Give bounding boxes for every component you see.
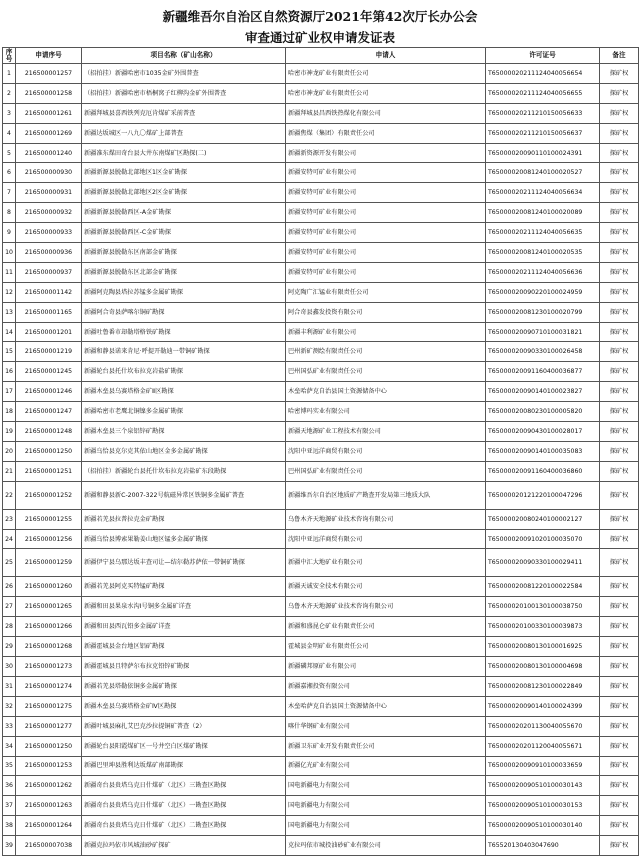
cell-license: T65000020201130040055670	[486, 716, 600, 736]
cell-seq: 39	[3, 836, 16, 856]
table-row	[3, 203, 639, 223]
table-row	[3, 163, 639, 183]
cell-note: 探矿权	[600, 736, 639, 756]
header-note: 备注	[600, 48, 639, 64]
cell-applicant: 巴州新矿测绘有限责任公司	[286, 342, 486, 362]
cell-note: 探矿权	[600, 123, 639, 143]
table-row	[3, 322, 639, 342]
cell-app-no: 216500007038	[16, 836, 82, 856]
cell-license: T65000020080130100004698	[486, 657, 600, 677]
cell-app-no: 216500001269	[16, 123, 82, 143]
cell-seq: 9	[3, 223, 16, 243]
cell-applicant: 新疆亿光矿业有限公司	[286, 756, 486, 776]
table-row	[3, 183, 639, 203]
table-row	[3, 796, 639, 816]
table-row	[3, 223, 639, 243]
cell-project: 新疆乌恰县克尔克其依山地区金多金属矿勘探	[82, 441, 286, 461]
cell-project: 新疆轮台县托什坎布拉克岩盐矿勘探	[82, 362, 286, 382]
cell-note: 探矿权	[600, 816, 639, 836]
cell-project: 新疆克拉玛依市风城油砂矿探矿	[82, 836, 286, 856]
cell-note: 探矿权	[600, 362, 639, 382]
cell-applicant: 新疆和盛昆仑矿业有限责任公司	[286, 617, 486, 637]
cell-applicant: 喀什华钢矿业有限公司	[286, 716, 486, 736]
cell-applicant: 新疆磷邦原矿业有限公司	[286, 657, 486, 677]
table-row	[3, 577, 639, 597]
cell-license: T65000020090330100026458	[486, 342, 600, 362]
cell-project: 新疆新源县脱勒北部地区1区金矿勘探	[82, 163, 286, 183]
cell-note: 探矿权	[600, 796, 639, 816]
cell-app-no: 216500001252	[16, 481, 82, 509]
cell-project: 新疆哈密市老鹰北铜镍多金属矿勘探	[82, 402, 286, 422]
cell-app-no: 216500001274	[16, 676, 82, 696]
cell-project: 新疆巴里坤县胜利达坂煤矿南部勘探	[82, 756, 286, 776]
cell-license: T65000020211210150056637	[486, 123, 600, 143]
cell-license: T65000020091020100035070	[486, 529, 600, 549]
table-row	[3, 617, 639, 637]
cell-applicant: 哈密博玛实业有限公司	[286, 402, 486, 422]
cell-applicant: 木垒哈萨克自治县国土资源储备中心	[286, 382, 486, 402]
cell-seq: 36	[3, 776, 16, 796]
cell-license: T65000020090910100033659	[486, 756, 600, 776]
cell-license: T65000020211124040056636	[486, 262, 600, 282]
cell-license: T65000020080130100016925	[486, 637, 600, 657]
cell-seq: 34	[3, 736, 16, 756]
table-row	[3, 549, 639, 577]
license-table	[2, 47, 639, 856]
cell-seq: 31	[3, 676, 16, 696]
cell-note: 探矿权	[600, 382, 639, 402]
document-title: 新疆维吾尔自治区自然资源厅2021年第42次厅长办公会	[162, 9, 478, 24]
cell-app-no: 216500000933	[16, 223, 82, 243]
cell-project: 新疆木垒县乌赛塔格金矿Ⅳ区勘探	[82, 696, 286, 716]
cell-note: 探矿权	[600, 549, 639, 577]
table-row	[3, 123, 639, 143]
cell-note: 探矿权	[600, 302, 639, 322]
cell-applicant: 新疆天诚安全技术有限公司	[286, 577, 486, 597]
cell-project: 新疆新源县脱勒北部地区2区金矿勘探	[82, 183, 286, 203]
document-subtitle: 审查通过矿业权申请发证表	[244, 30, 395, 45]
cell-project: 新疆轮台县阳霞煤矿区一号井空白区煤矿勘探	[82, 736, 286, 756]
cell-license: T65000020081240100020535	[486, 243, 600, 263]
cell-note: 探矿权	[600, 342, 639, 362]
cell-project: 新疆达坂城区一八九〇煤矿上部普查	[82, 123, 286, 143]
table-row	[3, 143, 639, 163]
table-row	[3, 637, 639, 657]
cell-seq: 15	[3, 342, 16, 362]
cell-license: T65000020090140100035083	[486, 441, 600, 461]
cell-license: T65000020081240100020089	[486, 203, 600, 223]
table-row	[3, 282, 639, 302]
table-row	[3, 736, 639, 756]
cell-seq: 33	[3, 716, 16, 736]
cell-app-no: 216500001246	[16, 382, 82, 402]
cell-project: 新疆阿合奇县萨喀尔铜矿勘探	[82, 302, 286, 322]
cell-seq: 20	[3, 441, 16, 461]
cell-applicant: 克拉玛依市城投油砂矿业有限公司	[286, 836, 486, 856]
cell-note: 探矿权	[600, 203, 639, 223]
table-row	[3, 481, 639, 509]
cell-seq: 26	[3, 577, 16, 597]
table-row	[3, 342, 639, 362]
cell-applicant: 乌鲁木齐天地源矿业技术咨询有限公司	[286, 509, 486, 529]
cell-note: 探矿权	[600, 657, 639, 677]
cell-app-no: 216500001219	[16, 342, 82, 362]
table-row	[3, 509, 639, 529]
cell-seq: 17	[3, 382, 16, 402]
table-row	[3, 836, 639, 856]
table-row	[3, 657, 639, 677]
cell-seq: 27	[3, 597, 16, 617]
cell-seq: 24	[3, 529, 16, 549]
cell-app-no: 216500000930	[16, 163, 82, 183]
table-row	[3, 716, 639, 736]
cell-seq: 13	[3, 302, 16, 322]
cell-project: 新疆若羌县阿克买特锰矿勘探	[82, 577, 286, 597]
cell-license: T65000020121220100047296	[486, 481, 600, 509]
cell-seq: 8	[3, 203, 16, 223]
cell-note: 探矿权	[600, 441, 639, 461]
cell-app-no: 216500001250	[16, 441, 82, 461]
cell-license: T65000020081240100020527	[486, 163, 600, 183]
cell-seq: 25	[3, 549, 16, 577]
cell-seq: 2	[3, 83, 16, 103]
cell-license: T65000020081220100022584	[486, 577, 600, 597]
cell-license: T65000020091160400036860	[486, 461, 600, 481]
cell-note: 探矿权	[600, 322, 639, 342]
cell-app-no: 216500001268	[16, 637, 82, 657]
cell-license: T65000020090140100023827	[486, 382, 600, 402]
table-row	[3, 756, 639, 776]
cell-license: T65000020211124040056634	[486, 183, 600, 203]
table-row	[3, 461, 639, 481]
cell-app-no: 216500000936	[16, 243, 82, 263]
cell-license: T65000020090510100030140	[486, 816, 600, 836]
cell-applicant: 新疆中汇大地矿业有限公司	[286, 549, 486, 577]
cell-app-no: 216500001260	[16, 577, 82, 597]
cell-app-no: 216500001263	[16, 796, 82, 816]
cell-note: 探矿权	[600, 262, 639, 282]
header-project: 项目名称（矿山名称）	[82, 48, 286, 64]
cell-seq: 30	[3, 657, 16, 677]
cell-note: 探矿权	[600, 402, 639, 422]
cell-applicant: 巴州国弘矿业有限责任公司	[286, 362, 486, 382]
cell-note: 探矿权	[600, 163, 639, 183]
table-row	[3, 243, 639, 263]
cell-applicant: 新疆天地源矿业工程技术有限公司	[286, 422, 486, 442]
cell-license: T65000020090110100024391	[486, 143, 600, 163]
cell-seq: 11	[3, 262, 16, 282]
cell-project: （招拍挂）新疆哈密市1035金矿外围普查	[82, 64, 286, 84]
cell-project: 新疆乌恰县博索果勒姜山地区锰多金属矿勘探	[82, 529, 286, 549]
cell-project: 新疆叶城县麻扎艾巴克沙拉提铜矿普查（2）	[82, 716, 286, 736]
cell-app-no: 216500001201	[16, 322, 82, 342]
cell-applicant: 哈密市神龙矿业有限责任公司	[286, 64, 486, 84]
header-applicant: 申请人	[286, 48, 486, 64]
cell-app-no: 216500001262	[16, 776, 82, 796]
cell-note: 探矿权	[600, 637, 639, 657]
cell-applicant: 沈阳中亚远洋商贸有限公司	[286, 441, 486, 461]
cell-seq: 10	[3, 243, 16, 263]
cell-project: （招拍挂）新疆哈密市梧桐窝子红柳沟金矿外围普查	[82, 83, 286, 103]
cell-app-no: 216500001142	[16, 282, 82, 302]
table-row	[3, 816, 639, 836]
cell-seq: 18	[3, 402, 16, 422]
cell-seq: 35	[3, 756, 16, 776]
cell-app-no: 216500001265	[16, 597, 82, 617]
cell-app-no: 216500001264	[16, 816, 82, 836]
cell-project: 新疆新源县脱勒东区北部金矿勘探	[82, 262, 286, 282]
cell-app-no: 216500001273	[16, 657, 82, 677]
cell-applicant: 国电新疆电力有限公司	[286, 796, 486, 816]
cell-project: 新疆吐鲁番市却勒塔格铁矿勘探	[82, 322, 286, 342]
table-body	[3, 64, 639, 856]
cell-note: 探矿权	[600, 183, 639, 203]
cell-project: 新疆奇台县贵塔乌克日什煤矿（北区）一勘查区勘探	[82, 796, 286, 816]
table-row	[3, 441, 639, 461]
cell-seq: 12	[3, 282, 16, 302]
cell-applicant: 霍城县金明矿业有限责任公司	[286, 637, 486, 657]
cell-seq: 29	[3, 637, 16, 657]
cell-seq: 37	[3, 796, 16, 816]
cell-project: 新疆准东煤田奇台县大井东南煤矿区勘探(二)	[82, 143, 286, 163]
cell-note: 探矿权	[600, 64, 639, 84]
cell-project: 新疆和静县诺来肯尼·呼提开勒迪一带铜矿勘探	[82, 342, 286, 362]
cell-applicant: 新疆安特可矿业有限公司	[286, 243, 486, 263]
cell-license: T65000020201120040055671	[486, 736, 600, 756]
cell-app-no: 216500000932	[16, 203, 82, 223]
cell-applicant: 新疆安特可矿业有限公司	[286, 183, 486, 203]
cell-note: 探矿权	[600, 577, 639, 597]
cell-note: 探矿权	[600, 103, 639, 123]
cell-note: 探矿权	[600, 529, 639, 549]
cell-note: 探矿权	[600, 83, 639, 103]
cell-project: 新疆和田县西瓦铅多金属矿详查	[82, 617, 286, 637]
cell-seq: 4	[3, 123, 16, 143]
cell-applicant: 新疆安特可矿业有限公司	[286, 262, 486, 282]
cell-seq: 21	[3, 461, 16, 481]
cell-license: T65000020081230100020799	[486, 302, 600, 322]
cell-app-no: 216500001248	[16, 422, 82, 442]
table-row	[3, 362, 639, 382]
cell-license: T65000020100330100039873	[486, 617, 600, 637]
table-row	[3, 422, 639, 442]
cell-applicant: 新疆嘉湘投资有限公司	[286, 676, 486, 696]
cell-applicant: 新疆新资源开发有限公司	[286, 143, 486, 163]
cell-project: 新疆和静县新C-2007-322号航磁异常区铁铜多金属矿普查	[82, 481, 286, 509]
cell-license: T65000020090220100024959	[486, 282, 600, 302]
cell-note: 探矿权	[600, 756, 639, 776]
cell-license: T65000020080230100005820	[486, 402, 600, 422]
cell-note: 探矿权	[600, 223, 639, 243]
table-row	[3, 302, 639, 322]
table-row	[3, 103, 639, 123]
cell-project: 新疆木垒县乌赛塔格金矿Ⅱ区勘探	[82, 382, 286, 402]
cell-seq: 14	[3, 322, 16, 342]
cell-project: 新疆若羌县塔勒依铜多金属矿勘探	[82, 676, 286, 696]
cell-project: 新疆霍城县金台地区铝矿勘探	[82, 637, 286, 657]
cell-license: T65000020100130100038750	[486, 597, 600, 617]
cell-license: T65000020081230100022849	[486, 676, 600, 696]
cell-applicant: 新疆安特可矿业有限公司	[286, 223, 486, 243]
cell-note: 探矿权	[600, 617, 639, 637]
cell-note: 探矿权	[600, 143, 639, 163]
cell-seq: 1	[3, 64, 16, 84]
table-row	[3, 402, 639, 422]
cell-app-no: 216500001257	[16, 64, 82, 84]
cell-project: 新疆新源县脱勒西区-C金矿勘探	[82, 223, 286, 243]
cell-applicant: 阿合奇县鑫发投资有限公司	[286, 302, 486, 322]
cell-project: 新疆伊宁县乌那达坂丰查司让—结尔勒苏萨依一带铜矿勘探	[82, 549, 286, 577]
table-row	[3, 64, 639, 84]
cell-seq: 22	[3, 481, 16, 509]
cell-app-no: 216500001247	[16, 402, 82, 422]
cell-applicant: 新疆卫东矿业开发有限责任公司	[286, 736, 486, 756]
cell-seq: 3	[3, 103, 16, 123]
table-row	[3, 776, 639, 796]
cell-note: 探矿权	[600, 776, 639, 796]
cell-project: 新疆木垒县三个泉铝锌矿勘探	[82, 422, 286, 442]
cell-license: T65000020080240100002127	[486, 509, 600, 529]
cell-applicant: 国电新疆电力有限公司	[286, 776, 486, 796]
header-license: 许可证号	[486, 48, 600, 64]
cell-project: （招拍挂）新疆轮台县托什坎布拉克岩盐矿东段勘探	[82, 461, 286, 481]
cell-applicant: 乌鲁木齐天地源矿业技术咨询有限公司	[286, 597, 486, 617]
cell-app-no: 216500000937	[16, 262, 82, 282]
cell-applicant: 新疆焦煤（集团）有限责任公司	[286, 123, 486, 143]
cell-license: T65000020090510100030143	[486, 776, 600, 796]
table-row	[3, 83, 639, 103]
cell-applicant: 新疆丰利源矿业有限公司	[286, 322, 486, 342]
cell-app-no: 216500001251	[16, 461, 82, 481]
cell-license: T65000020090510100030153	[486, 796, 600, 816]
cell-seq: 23	[3, 509, 16, 529]
cell-app-no: 216500001261	[16, 103, 82, 123]
cell-seq: 7	[3, 183, 16, 203]
cell-project: 新疆新源县脱勒西区-A金矿勘探	[82, 203, 286, 223]
cell-project: 新疆奇台县贵塔乌克日什煤矿（北区）三勘查区勘探	[82, 776, 286, 796]
cell-app-no: 216500001259	[16, 549, 82, 577]
cell-note: 探矿权	[600, 836, 639, 856]
cell-applicant: 沈阳中亚远洋商贸有限公司	[286, 529, 486, 549]
cell-note: 探矿权	[600, 422, 639, 442]
cell-applicant: 新疆安特可矿业有限公司	[286, 163, 486, 183]
cell-license: T65000020090710100031821	[486, 322, 600, 342]
cell-applicant: 新疆拜城县昌西铁热煤化有限公司	[286, 103, 486, 123]
cell-seq: 38	[3, 816, 16, 836]
table-row	[3, 676, 639, 696]
cell-applicant: 国电新疆电力有限公司	[286, 816, 486, 836]
cell-app-no: 216500001245	[16, 362, 82, 382]
cell-note: 探矿权	[600, 597, 639, 617]
cell-applicant: 哈密市神龙矿业有限责任公司	[286, 83, 486, 103]
cell-seq: 6	[3, 163, 16, 183]
table-row	[3, 597, 639, 617]
cell-seq: 19	[3, 422, 16, 442]
cell-note: 探矿权	[600, 243, 639, 263]
header-seq: 序号	[3, 48, 16, 64]
cell-license: T65000020211124040056654	[486, 64, 600, 84]
cell-project: 新疆和田县果泉水沟Ⅰ号铜多金属矿详查	[82, 597, 286, 617]
cell-note: 探矿权	[600, 696, 639, 716]
cell-license: T65000020091160400036877	[486, 362, 600, 382]
cell-project: 新疆阿克陶县塔拉苏锰多金属矿勘探	[82, 282, 286, 302]
cell-app-no: 216500001165	[16, 302, 82, 322]
table-row	[3, 696, 639, 716]
cell-app-no: 216500001250	[16, 736, 82, 756]
cell-applicant: 新疆安特可矿业有限公司	[286, 203, 486, 223]
cell-license: T65000020090430100028017	[486, 422, 600, 442]
cell-project: 新疆新源县脱勒东区南部金矿勘探	[82, 243, 286, 263]
header-app-no: 申请序号	[16, 48, 82, 64]
cell-project: 新疆若羌县拉普拉克金矿勘探	[82, 509, 286, 529]
cell-app-no: 216500001275	[16, 696, 82, 716]
cell-license: T65000020090140100024399	[486, 696, 600, 716]
cell-applicant: 阿克陶广汇锰业有限责任公司	[286, 282, 486, 302]
cell-app-no: 216500001256	[16, 529, 82, 549]
cell-app-no: 216500001266	[16, 617, 82, 637]
cell-seq: 28	[3, 617, 16, 637]
cell-app-no: 216500001240	[16, 143, 82, 163]
table-row	[3, 382, 639, 402]
cell-license: T65000020211210150056633	[486, 103, 600, 123]
cell-app-no: 216500001258	[16, 83, 82, 103]
cell-seq: 16	[3, 362, 16, 382]
cell-note: 探矿权	[600, 282, 639, 302]
cell-app-no: 216500001255	[16, 509, 82, 529]
cell-app-no: 216500001277	[16, 716, 82, 736]
cell-license: T65520130403047690	[486, 836, 600, 856]
table-row	[3, 262, 639, 282]
cell-seq: 32	[3, 696, 16, 716]
table-row	[3, 529, 639, 549]
cell-project: 新疆拜城县喜西铁列克厄肯煤矿采前普查	[82, 103, 286, 123]
table-header-row	[3, 48, 639, 64]
cell-project: 新疆奇台县贵塔乌克日什煤矿（北区）二勘查区勘探	[82, 816, 286, 836]
cell-app-no: 216500000931	[16, 183, 82, 203]
cell-applicant: 新疆维吾尔自治区地质矿产勘查开发局第三地质大队	[286, 481, 486, 509]
cell-applicant: 巴州国弘矿业有限责任公司	[286, 461, 486, 481]
cell-project: 新疆霍城县且特萨尔布拉克铅锌矿勘探	[82, 657, 286, 677]
cell-license: T65000020211124040056655	[486, 83, 600, 103]
cell-seq: 5	[3, 143, 16, 163]
cell-note: 探矿权	[600, 509, 639, 529]
cell-note: 探矿权	[600, 676, 639, 696]
cell-license: T65000020090330100029411	[486, 549, 600, 577]
cell-license: T65000020211124040056635	[486, 223, 600, 243]
cell-applicant: 木垒哈萨克自治县国土资源储备中心	[286, 696, 486, 716]
cell-note: 探矿权	[600, 716, 639, 736]
cell-app-no: 216500001253	[16, 756, 82, 776]
cell-note: 探矿权	[600, 481, 639, 509]
cell-note: 探矿权	[600, 461, 639, 481]
